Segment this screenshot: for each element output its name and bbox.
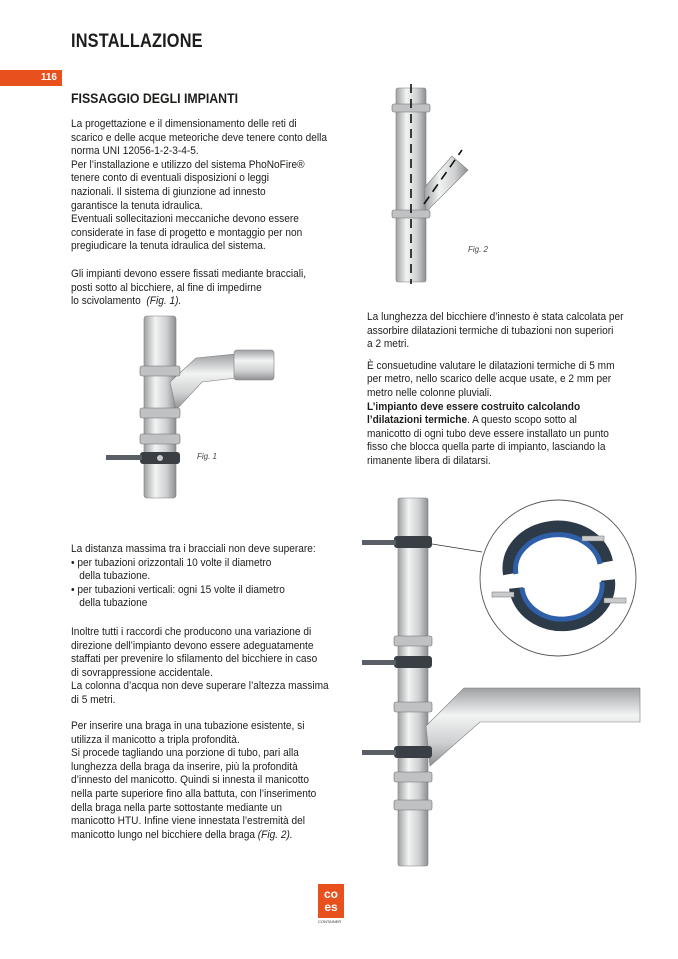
column-clamp-illustration (360, 496, 642, 868)
text-line: metro nelle colonne pluviali. (367, 386, 492, 399)
vertical-pipe (144, 316, 176, 498)
socket-ring (140, 434, 180, 444)
bullet-continuation: della tubazione (79, 597, 148, 610)
text-line: fisso che blocca quella parte di impianto, lasciando la (367, 441, 606, 454)
text-line: Si procede tagliando una porzione di tubo, pari alla (71, 747, 299, 760)
text-line: Eventuali sollecitazioni meccaniche devono essere (71, 213, 299, 226)
text-line: lunghezza della braga da inserire, più la profondità (71, 760, 298, 773)
threaded-rod (362, 660, 396, 665)
figure-reference: (Fig. 1). (146, 295, 182, 308)
branch-pipe (426, 688, 640, 766)
text-line: La distanza massima tra i bracciali non deve superare: (71, 543, 316, 555)
threaded-rod (362, 750, 396, 755)
pipe-clamp (394, 656, 432, 668)
logo-subtitle: CONTAINER (318, 919, 342, 924)
page-number-tab: 116 (0, 70, 62, 86)
figure-2-caption: Fig. 2 (468, 245, 489, 254)
text-line: manicotto di ogni tubo deve essere installato un punto (367, 427, 609, 440)
text-line: assorbire dilatazioni termiche di tubazioni non superiori (367, 324, 614, 337)
figure-reference: (Fig. 2). (257, 828, 293, 841)
text-line: norma UNI 12056-1-2-3-4-5. (71, 145, 199, 158)
logo-text: es (324, 900, 338, 914)
socket-ring (394, 702, 432, 712)
section-title: FISSAGGIO DEGLI IMPIANTI (71, 90, 239, 106)
threaded-rod (362, 540, 396, 545)
text-line (71, 829, 316, 843)
clamp-screw (582, 536, 604, 541)
figure-2-illustration (384, 84, 484, 284)
vertical-pipe (398, 498, 428, 866)
text-line: nazionali. Il sistema di giunzione ad innesto (71, 185, 266, 198)
text-line: Gli impianti devono essere fissati mediante bracciali, (71, 268, 307, 280)
text-fragment: lo scivolamento (71, 295, 141, 308)
text-line: di 5 metri. (71, 693, 116, 706)
text-line: La colonna d’acqua non deve superare l’altezza massima (71, 680, 329, 693)
text-line: d’innesto del manicotto. Quindi si innesta il manicotto (71, 774, 309, 787)
threaded-rod (106, 455, 142, 460)
text-line: posti sotto al bicchiere, al fine di impedirne (71, 281, 262, 294)
clamp-screw (604, 598, 626, 603)
socket-ring (140, 366, 180, 376)
bullet-continuation: della tubazione. (79, 570, 151, 583)
fixing-paragraph (71, 268, 306, 309)
text-line: a 2 metri. (367, 338, 410, 351)
pipe-clamp (394, 536, 432, 548)
text-line: utilizza il manicotto a tripla profondità. (71, 733, 240, 746)
figure-1-illustration (100, 312, 300, 502)
text-line: manicotto HTU. Infine viene innestata l’estremità del (71, 815, 305, 828)
coes-logo (318, 884, 358, 926)
branch-pipe (170, 354, 236, 410)
text-fragment: . A questo scopo sotto al (467, 414, 577, 427)
text-line: È consuetudine valutare le dilatazioni termiche di 5 mm (367, 359, 615, 372)
text-line: Per l’installazione e utilizzo del sistema PhoNoFire® (71, 158, 305, 171)
branch-pipe (424, 156, 468, 212)
detail-leader-line (432, 544, 482, 552)
text-line: Per inserire una braga in una tubazione esistente, si (71, 720, 305, 732)
insert-paragraph (71, 720, 316, 842)
text-line: nella parte superiore fino alla battuta, con l’inserimento (71, 787, 317, 800)
text-line: La progettazione e il dimensionamento delle reti di (71, 118, 297, 130)
bold-text: l’dilatazioni termiche (367, 414, 468, 427)
text-line: Inoltre tutti i raccordi che producono una variazione di (71, 626, 312, 638)
text-line: della braga nella parte sottostante mediante un (71, 801, 282, 814)
pipe-clamp (394, 746, 432, 758)
text-line: tenere conto di eventuali disposizioni o leggi (71, 172, 270, 185)
intro-paragraph (71, 118, 327, 254)
text-line (367, 401, 624, 415)
text-line: garantisce la tenuta idraulica. (71, 199, 203, 212)
text-line: per metro, nello scarico delle acque usate, e 2 mm per (367, 373, 612, 386)
bullet-item: • per tubazioni verticali: ogni 15 volte il diametro (71, 583, 285, 596)
text-line (71, 295, 306, 309)
text-fragment: manicotto lungo nel bicchiere della braga (71, 828, 255, 841)
socket-ring (140, 408, 180, 418)
text-line: scarico e delle acque meteoriche deve tenere conto della (71, 131, 327, 144)
clamp-bolt (157, 455, 163, 461)
right-column-text (367, 311, 624, 469)
socket-ring (394, 772, 432, 782)
branch-socket (234, 350, 274, 380)
text-line (367, 414, 624, 428)
logo-text: co (323, 887, 338, 901)
text-line: rimanente libera di dilatarsi. (367, 454, 491, 467)
figure-1-caption: Fig. 1 (197, 452, 218, 461)
clamp-screw (492, 592, 514, 597)
page-title: INSTALLAZIONE (71, 31, 203, 52)
text-line: considerate in fase di progetto e montaggio per non (71, 226, 303, 239)
bullet-item: • per tubazioni orizzontali 10 volte il diametro (71, 556, 272, 569)
text-line: pregiudicare la tenuta idraulica del sistema. (71, 240, 266, 253)
socket-ring (394, 800, 432, 810)
bold-text: L’impianto deve essere costruito calcolando (367, 400, 581, 413)
text-line: La lunghezza del bicchiere d’innesto è stata calcolata per (367, 311, 624, 323)
socket-ring (394, 636, 432, 646)
text-line: direzione dell’impianto devono essere adeguatamente (71, 639, 314, 652)
fittings-paragraph (71, 626, 329, 708)
text-line: staffati per prevenire lo sfilamento del bicchiere in caso (71, 653, 318, 666)
distance-paragraph (71, 543, 316, 611)
text-line: di sovrappressione accidentale. (71, 666, 213, 679)
